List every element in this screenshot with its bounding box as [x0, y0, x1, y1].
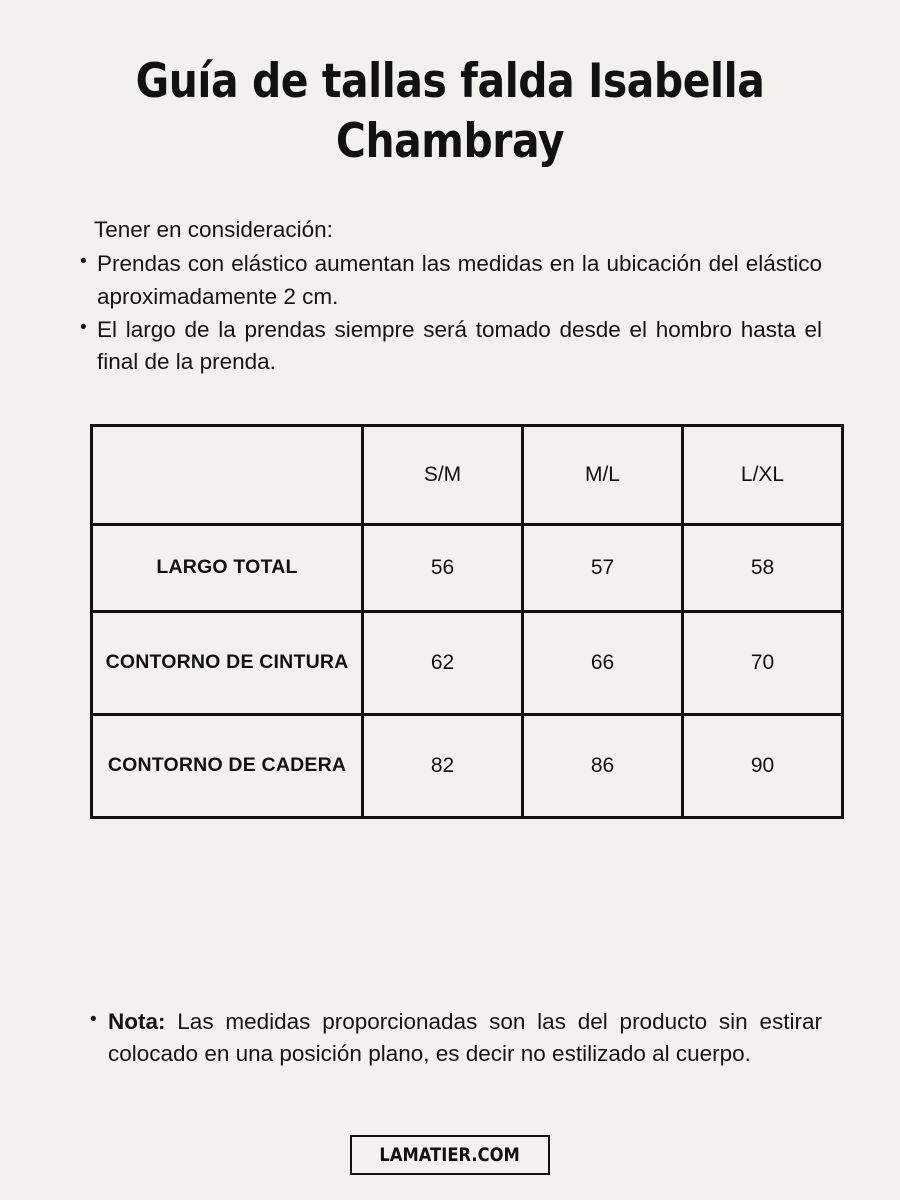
cell-contorno-cadera-sm: 82: [363, 714, 523, 817]
cell-largo-total-lxl: 58: [683, 524, 843, 611]
table-row: [92, 611, 843, 714]
considerations-list: [78, 248, 822, 379]
size-table: [90, 424, 844, 819]
considerations-section: [0, 214, 900, 380]
note-list: [78, 1006, 822, 1071]
table-header-cell-sm: S/M: [363, 425, 523, 524]
brand-badge: [350, 1135, 549, 1175]
cell-contorno-cintura-ml: 66: [523, 611, 683, 714]
cell-largo-total-ml: 57: [523, 524, 683, 611]
brand-label: LAMATIER.COM: [379, 1144, 521, 1166]
cell-contorno-cadera-ml: 86: [523, 714, 683, 817]
size-table-container: [0, 424, 900, 819]
table-header-cell-lxl: L/XL: [683, 425, 843, 524]
note-label: Nota:: [108, 1009, 166, 1034]
considerations-lead: Tener en consideración:: [94, 217, 333, 243]
cell-largo-total-sm: 56: [363, 524, 523, 611]
footer: [0, 1135, 900, 1175]
note-section: [0, 1006, 900, 1071]
row-label-largo-total: LARGO TOTAL: [92, 524, 363, 611]
list-item: • El largo de la prendas siempre será tomado desde el hombro hasta el final de la prenda.: [78, 314, 822, 379]
table-header-cell-empty: [92, 425, 363, 524]
list-item: • Prendas con elástico aumentan las medidas en la ubicación del elástico aproximadamente 2 cm.: [78, 248, 822, 313]
cell-contorno-cadera-lxl: 90: [683, 714, 843, 817]
list-item: [78, 1006, 822, 1071]
row-label-contorno-cadera: CONTORNO DE CADERA: [92, 714, 363, 817]
table-row: [92, 714, 843, 817]
table-row: [92, 524, 843, 611]
table-header-row: [92, 425, 843, 524]
page-title-line-1: Guía de tallas falda Isabella: [135, 54, 765, 109]
table-header-cell-ml: M/L: [523, 425, 683, 524]
page-title-line-2: Chambray: [335, 114, 565, 170]
cell-contorno-cintura-lxl: 70: [683, 611, 843, 714]
note-text: Las medidas proporcionadas son las del producto sin estirar colocado en una posición plano, es decir no estilizado al cuerpo.: [108, 1009, 822, 1067]
page-title: [0, 52, 900, 172]
row-label-contorno-cintura: CONTORNO DE CINTURA: [92, 611, 363, 714]
cell-contorno-cintura-sm: 62: [363, 611, 523, 714]
